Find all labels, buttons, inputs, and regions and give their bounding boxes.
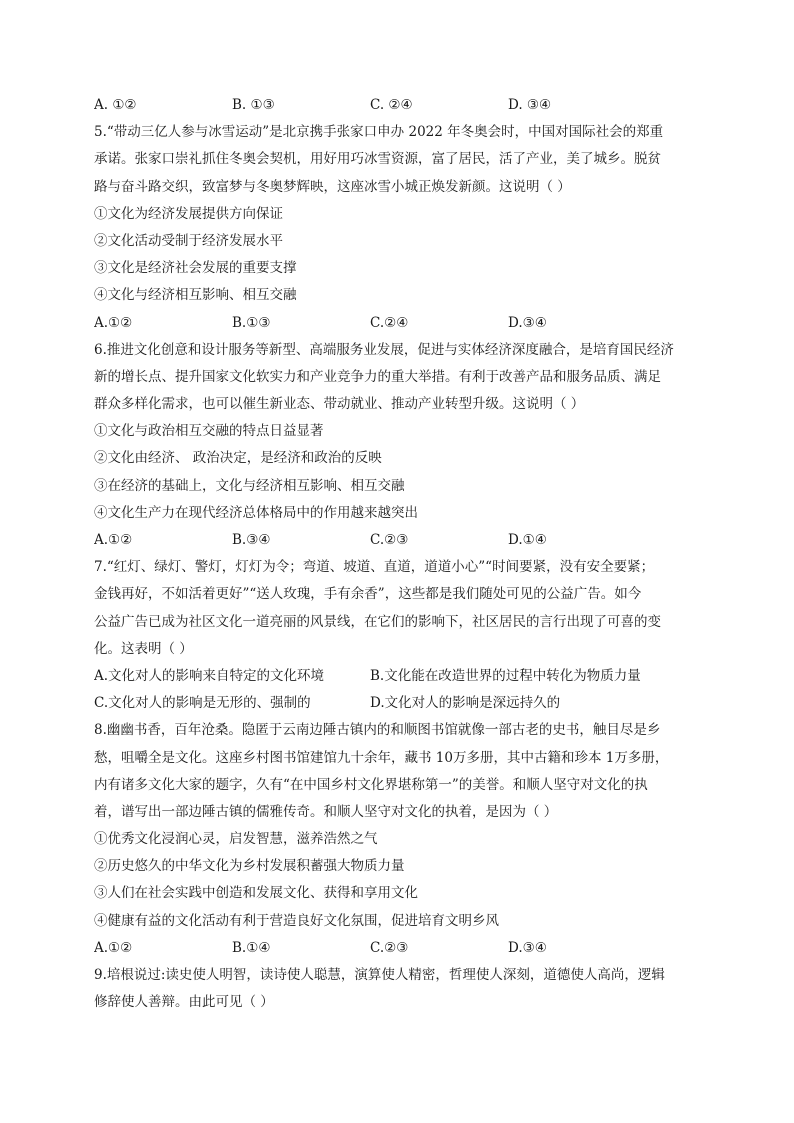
statement-item: ②历史悠久的中华文化为乡村发展积蓄强大物质力量 [94, 858, 405, 875]
option-b[interactable]: B.①③ [232, 314, 271, 331]
question-stem-line: 着，谱写出一部边陲古镇的儒雅传奇。和顺人坚守对文化的执着，是因为（ ） [94, 803, 558, 820]
answer-options [94, 527, 704, 554]
question-stem-line: 化。这表明（ ） [94, 640, 193, 657]
q4-options [94, 92, 704, 119]
option-d[interactable]: D.①④ [508, 532, 547, 548]
statement-item: ④健康有益的文化活动有利于营造良好文化氛围，促进培育文明乡风 [94, 912, 499, 929]
question-stem-line: 公益广告已成为社区文化一道亮丽的风景线，在它们的影响下，社区居民的言行出现了可喜的变 [94, 613, 661, 630]
statement-item: ①文化为经济发展提供方向保证 [94, 205, 283, 222]
option-c[interactable]: C.文化对人的影响是无形的、强制的 [94, 695, 311, 712]
question-8 [94, 717, 704, 962]
question-9 [94, 962, 704, 1016]
option-c[interactable]: C. ②④ [370, 97, 413, 113]
option-c[interactable]: C.②③ [370, 939, 409, 956]
statement-item: ①文化与政治相互交融的特点日益显著 [94, 423, 324, 440]
option-c[interactable]: C.②③ [370, 532, 409, 548]
question-stem-line: 愁，咀嚼全是文化。这座乡村图书馆建馆九十余年，藏书 10万多册，其中古籍和珍本 1万多册， [94, 749, 669, 766]
question-stem-line: 路与奋斗路交织，致富梦与冬奥梦辉映，这座冰雪小城正焕发新颜。这说明（ ） [94, 178, 571, 195]
option-a[interactable]: A.①② [94, 314, 133, 331]
question-5 [94, 119, 704, 337]
answer-options [94, 690, 704, 717]
question-stem-line: 5.“带动三亿人参与冰雪运动”是北京携手张家口申办 2022 年冬奥会时，中国对国际社会的郑重 [94, 124, 664, 141]
statement-item: ②文化由经济、 政治决定，是经济和政治的反映 [94, 450, 382, 467]
option-c[interactable]: C.②④ [370, 314, 409, 331]
option-a[interactable]: A.①② [94, 939, 133, 956]
question-stem-line: 金钱再好，不如活着更好”“送人玫瑰，手有余香”，这些都是我们随处可见的公益广告。如今 [94, 586, 642, 603]
statement-item: ④文化与经济相互影响、相互交融 [94, 287, 297, 304]
statement-item: ④文化生产力在现代经济总体格局中的作用越来越突出 [94, 504, 418, 521]
exam-page [94, 92, 704, 1016]
option-d[interactable]: D. ③④ [508, 97, 552, 113]
question-stem-line: 新的增长点、提升国家文化软实力和产业竞争力的重大举措。有利于改善产品和服务品质、满足 [94, 368, 661, 385]
answer-options [94, 663, 704, 690]
answer-options [94, 310, 704, 337]
option-a[interactable]: A. ①② [94, 97, 137, 113]
answer-options [94, 935, 704, 962]
option-d[interactable]: D.③④ [508, 939, 547, 956]
question-stem-line: 6.推进文化创意和设计服务等新型、高端服务业发展，促进与实体经济深度融合，是培育国民经济 [94, 341, 674, 358]
option-b[interactable]: B.①④ [232, 939, 271, 956]
question-stem-line: 8.幽幽书香，百年沧桑。隐匿于云南边陲古镇内的和顺图书馆就像一部古老的史书，触目尽是乡 [94, 722, 661, 739]
option-a[interactable]: A.①② [94, 532, 133, 548]
option-b[interactable]: B. ①③ [232, 97, 275, 113]
option-a[interactable]: A.文化对人的影响来自特定的文化环境 [94, 667, 325, 684]
statement-item: ①优秀文化浸润心灵，启发智慧，滋养浩然之气 [94, 831, 378, 848]
statement-item: ③在经济的基础上，文化与经济相互影响、相互交融 [94, 477, 405, 494]
option-b[interactable]: B.文化能在改造世界的过程中转化为物质力量 [370, 667, 641, 684]
question-7 [94, 554, 704, 717]
question-stem-line: 9.培根说过:读史使人明智，读诗使人聪慧，演算使人精密，哲理使人深刻，道德使人高尚，逻辑 [94, 967, 665, 983]
option-b[interactable]: B.③④ [232, 532, 271, 548]
question-stem-line: 7.“红灯、绿灯、警灯，灯灯为令；弯道、坡道、直道，道道小心”“时间要紧，没有安全要紧； [94, 559, 655, 576]
statement-item: ③文化是经济社会发展的重要支撑 [94, 260, 297, 277]
option-d[interactable]: D.文化对人的影响是深远持久的 [370, 695, 561, 712]
statement-item: ②文化活动受制于经济发展水平 [94, 232, 283, 249]
question-stem-line: 修辞使人善辩。由此可见（ ） [94, 994, 274, 1011]
question-6 [94, 337, 704, 555]
option-d[interactable]: D.③④ [508, 314, 547, 331]
question-stem-line: 内有诸多文化大家的题字，久有“在中国乡村文化界堪称第一”的美誉。和顺人坚守对文化的执 [94, 776, 648, 793]
statement-item: ③人们在社会实践中创造和发展文化、获得和享用文化 [94, 885, 418, 902]
question-stem-line: 承诺。张家口崇礼抓住冬奥会契机，用好用巧冰雪资源，富了居民，活了产业，美了城乡。脱贫 [94, 151, 661, 168]
question-stem-line: 群众多样化需求，也可以催生新业态、带动就业、推动产业转型升级。这说明（ ） [94, 396, 585, 413]
